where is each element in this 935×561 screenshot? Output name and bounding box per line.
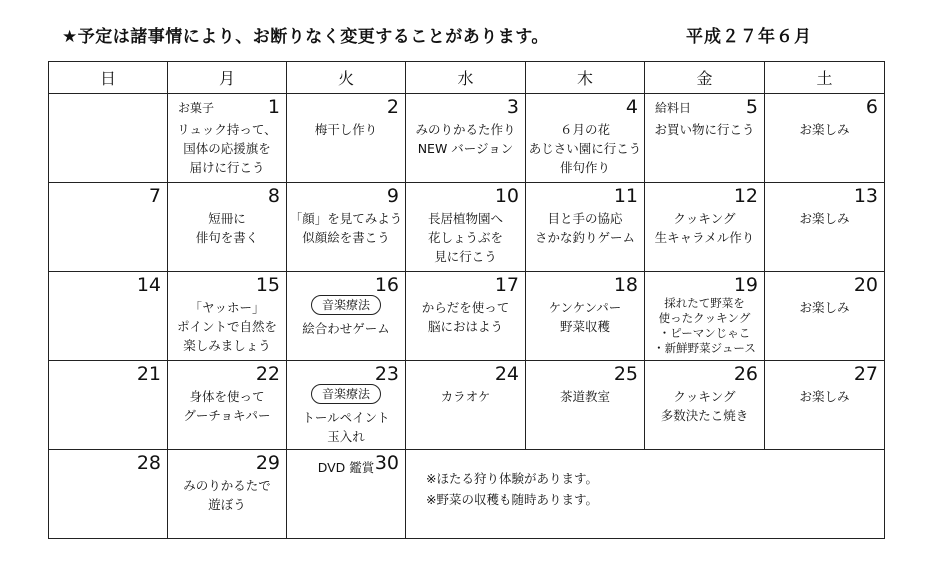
- event-line: 短冊に: [208, 211, 246, 226]
- day-cell-2: [287, 94, 406, 183]
- day-number: 5: [745, 96, 758, 118]
- event-line: 野菜収穫: [559, 319, 610, 334]
- day-cell-6: [765, 94, 885, 183]
- event-line: お買い物に行こう: [654, 122, 755, 137]
- notes-cell: [406, 450, 885, 539]
- day-cell-27: [765, 361, 885, 450]
- day-number: 18: [613, 274, 638, 296]
- day-number: 2: [386, 96, 399, 118]
- event-line: NEW バージョン: [417, 141, 514, 156]
- day-cell-4: [526, 94, 645, 183]
- note-line: ※野菜の収穫も随時あります。: [426, 492, 598, 507]
- day-number: 4: [625, 96, 638, 118]
- event-line: 俳句を書く: [195, 230, 259, 245]
- event-line: 花しょうぶを: [427, 230, 503, 245]
- event-line: ポイントで自然を: [176, 319, 277, 334]
- event-line: さかな釣りゲーム: [534, 230, 635, 245]
- event-line: お楽しみ: [799, 211, 850, 226]
- day-number: 17: [494, 274, 519, 296]
- event-line: グーチョキパー: [183, 408, 271, 423]
- day-cell-20: [765, 272, 885, 361]
- day-cell-29: [168, 450, 287, 539]
- day-cell-14: [49, 272, 168, 361]
- weekday-sun: 日: [49, 62, 168, 94]
- day-cell-15: [168, 272, 287, 361]
- event-line: 俳句作り: [559, 160, 610, 175]
- weekday-wed: 水: [406, 62, 526, 94]
- weekday-header-row: [49, 62, 885, 94]
- event-line: ケンケンパー: [548, 300, 622, 315]
- day-cell-11: [526, 183, 645, 272]
- day-cell-30: [287, 450, 406, 539]
- event-line: 茶道教室: [559, 389, 610, 404]
- event-line: お楽しみ: [799, 389, 850, 404]
- note-line: ※ほたる狩り体験があります。: [426, 471, 598, 486]
- day-cell-21: [49, 361, 168, 450]
- day-number: 22: [255, 363, 280, 385]
- day-label: お菓子: [178, 101, 215, 115]
- event-line: みのりかるた作り: [415, 122, 516, 137]
- day-number: 26: [733, 363, 758, 385]
- day-cell-10: [406, 183, 526, 272]
- event-line: リュック持って、: [177, 122, 277, 137]
- day-cell-9: [287, 183, 406, 272]
- event-line: お楽しみ: [799, 300, 850, 315]
- weekday-tue: 火: [287, 62, 406, 94]
- event-line: トールペイント: [302, 410, 390, 425]
- event-line: あじさい園に行こう: [528, 141, 642, 156]
- event-line: ・ピーマンじゃこ: [658, 326, 751, 340]
- event-line: 多数決たこ焼き: [660, 408, 749, 423]
- day-cell-3: [406, 94, 526, 183]
- day-cell-25: [526, 361, 645, 450]
- event-line: 梅干し作り: [314, 122, 378, 137]
- event-line: からだを使って: [421, 300, 510, 315]
- event-line: 届けに行こう: [189, 160, 265, 175]
- event-line: ６月の花: [559, 122, 610, 137]
- event-line: 似顔絵を書こう: [302, 230, 390, 245]
- day-number: 23: [374, 363, 399, 385]
- day-cell-7: [49, 183, 168, 272]
- event-line: お楽しみ: [799, 122, 850, 137]
- day-number: 11: [613, 185, 638, 207]
- day-cell-17: [406, 272, 526, 361]
- event-line: カラオケ: [440, 389, 491, 404]
- week-row: [49, 450, 885, 539]
- day-number: 15: [255, 274, 280, 296]
- day-number: 30: [374, 452, 399, 474]
- day-number: 13: [853, 185, 878, 207]
- empty-day-cell: [49, 94, 168, 183]
- event-line: ・新鮮野菜ジュース: [653, 341, 756, 355]
- day-number: 3: [506, 96, 519, 118]
- day-number: 29: [255, 452, 280, 474]
- event-line: 絵合わせゲーム: [302, 321, 390, 336]
- day-cell-28: [49, 450, 168, 539]
- weekday-fri: 金: [645, 62, 765, 94]
- day-cell-8: [168, 183, 287, 272]
- day-number: 12: [733, 185, 758, 207]
- event-line: 楽しみましょう: [183, 338, 271, 353]
- event-line: 国体の応援旗を: [183, 141, 271, 156]
- day-number: 24: [494, 363, 519, 385]
- music-therapy-badge: 音楽療法: [311, 295, 381, 315]
- weekday-sat: 土: [765, 62, 885, 94]
- event-line: 脳におはよう: [427, 319, 503, 334]
- day-number: 10: [494, 185, 519, 207]
- event-line: 玉入れ: [327, 429, 365, 444]
- day-number: 28: [136, 452, 161, 474]
- event-line: クッキング: [673, 211, 736, 226]
- calendar-table: [48, 61, 885, 539]
- day-cell-26: [645, 361, 765, 450]
- event-line: 「顔」を見てみよう: [289, 211, 403, 226]
- day-number: 1: [267, 96, 280, 118]
- event-line: みのりかるたで: [183, 478, 271, 493]
- day-cell-16: [287, 272, 406, 361]
- day-number: 6: [865, 96, 878, 118]
- event-line: 「ヤッホー」: [189, 300, 265, 315]
- day-number: 25: [613, 363, 638, 385]
- week-row: [49, 361, 885, 450]
- week-row: [49, 183, 885, 272]
- week-row: [49, 272, 885, 361]
- day-cell-1: [168, 94, 287, 183]
- day-cell-5: [645, 94, 765, 183]
- day-cell-12: [645, 183, 765, 272]
- event-line: 見に行こう: [434, 249, 497, 264]
- day-number: 8: [267, 185, 280, 207]
- day-number: 9: [386, 185, 399, 207]
- event-line: クッキング: [673, 389, 736, 404]
- music-therapy-badge: 音楽療法: [311, 384, 381, 404]
- day-cell-19: [645, 272, 765, 361]
- day-number: 21: [136, 363, 161, 385]
- day-cell-23: [287, 361, 406, 450]
- event-line: 目と手の協応: [547, 211, 623, 226]
- day-cell-18: [526, 272, 645, 361]
- day-cell-13: [765, 183, 885, 272]
- event-line: 身体を使って: [189, 389, 265, 404]
- day-number: 16: [374, 274, 399, 296]
- day-number: 20: [853, 274, 878, 296]
- event-line: 採れたて野菜を: [664, 296, 745, 310]
- weekday-mon: 月: [168, 62, 287, 94]
- day-number: 19: [733, 274, 758, 296]
- month-title: 平成２７年６月: [686, 27, 812, 47]
- schedule-change-notice: ★予定は諸事情により、お断りなく変更することがあります。: [62, 27, 549, 47]
- event-line: DVD 鑑賞: [317, 460, 375, 475]
- day-cell-24: [406, 361, 526, 450]
- day-cell-22: [168, 361, 287, 450]
- day-label: 給料日: [655, 101, 692, 115]
- week-row: [49, 94, 885, 183]
- day-number: 27: [853, 363, 878, 385]
- event-line: 長居植物園へ: [427, 211, 503, 226]
- day-number: 7: [148, 185, 161, 207]
- event-line: 使ったクッキング: [658, 311, 751, 325]
- event-line: 生キャラメル作り: [654, 230, 755, 245]
- event-line: 遊ぼう: [208, 497, 246, 512]
- day-number: 14: [136, 274, 161, 296]
- weekday-thu: 木: [526, 62, 645, 94]
